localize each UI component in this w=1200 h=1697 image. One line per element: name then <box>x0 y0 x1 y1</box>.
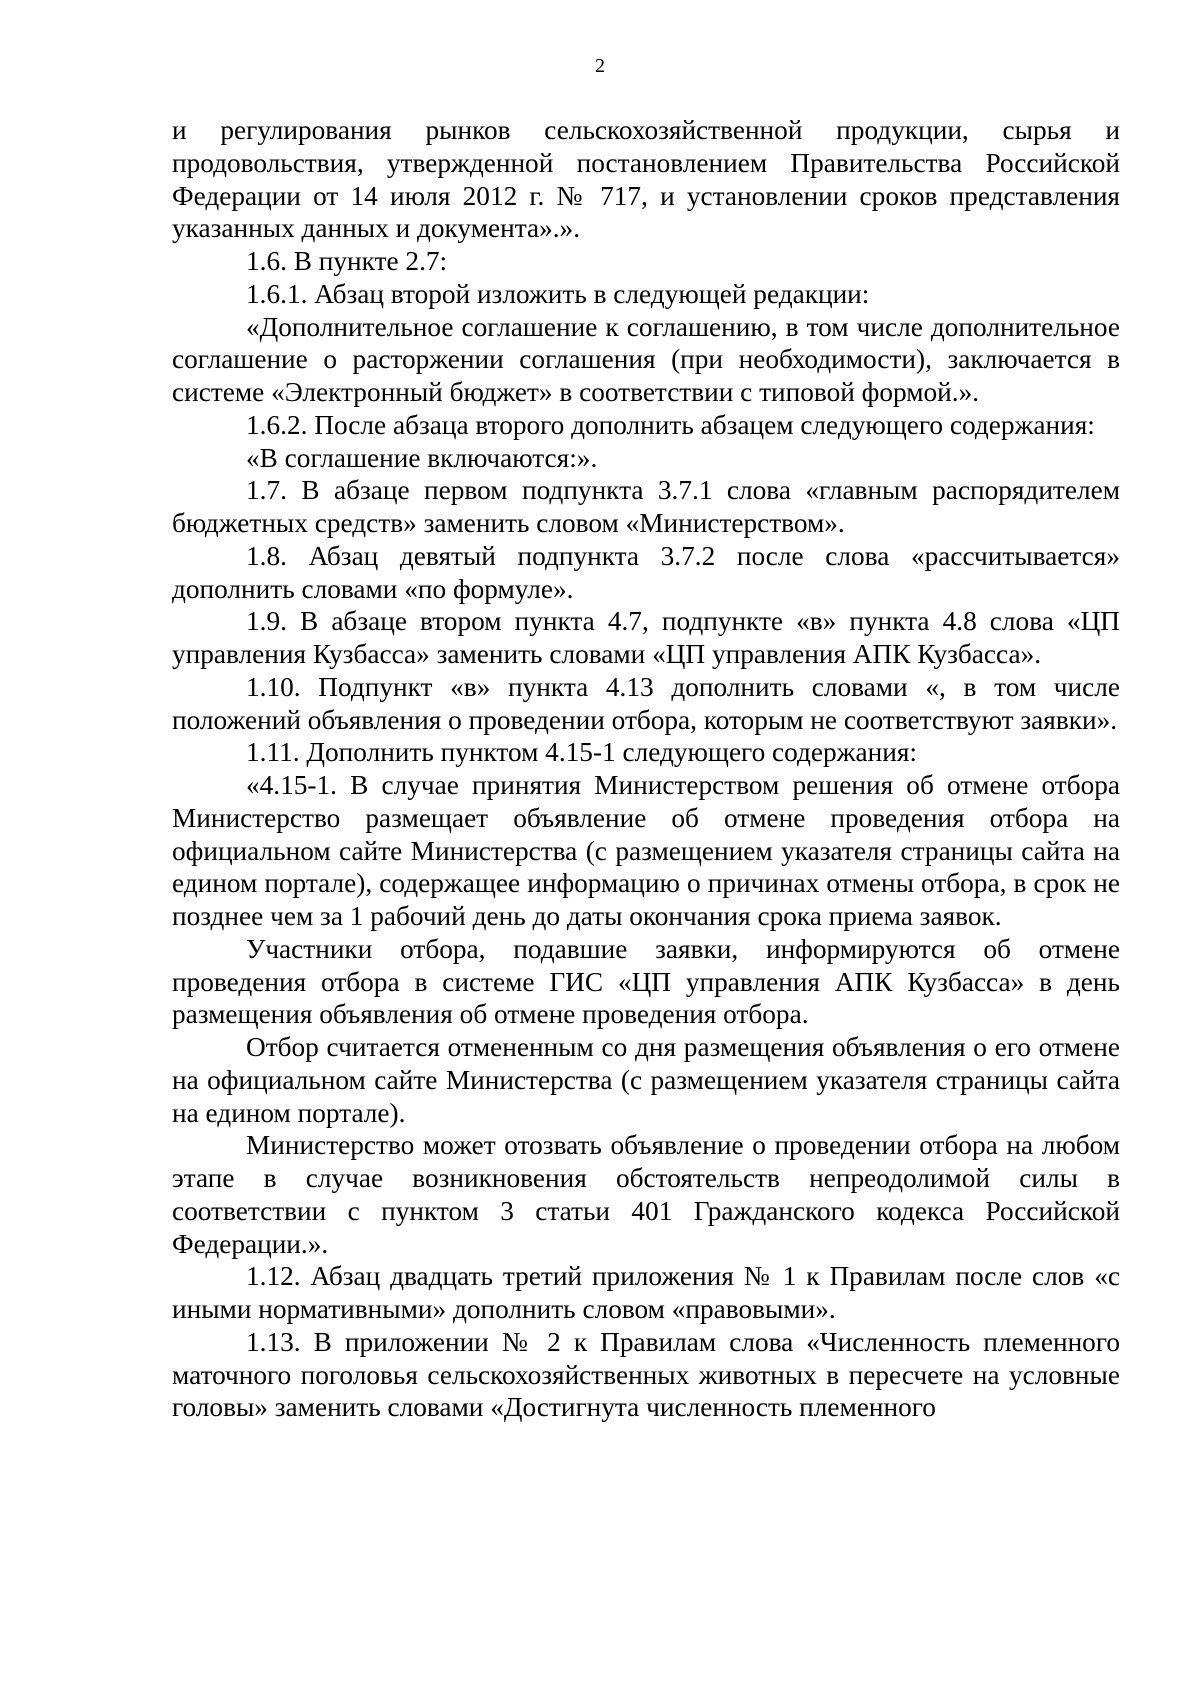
document-body <box>172 114 1120 1424</box>
paragraph: 1.9. В абзаце втором пункта 4.7, подпункте «в» пункта 4.8 слова «ЦП управления Кузбасса» заменить словами «ЦП управления АПК Кузбасса». <box>172 606 1120 669</box>
paragraph: 1.13. В приложении № 2 к Правилам слова «Численность племенного маточного поголовья сельскохозяйственных животных в пересчете на условные головы» заменить словами «Достигнута численность племенного <box>172 1326 1120 1423</box>
paragraph: и регулирования рынков сельскохозяйственной продукции, сырья и продовольствия, утвержденной постановлением Правительства Российской Федерации от 14 июля 2012 г. № 717, и установлении сроков представления указанных данных и документа».». <box>172 115 1120 244</box>
paragraph: Отбор считается отмененным со дня размещения объявления о его отмене на официальном сайте Министерства (с размещением указателя страницы сайта на едином портале). <box>172 1032 1120 1128</box>
paragraph: Министерство может отозвать объявление о проведении отбора на любом этапе в случае возникновения обстоятельств непреодолимой силы в соответствии с пунктом 3 статьи 401 Гражданского кодекса Российской Федерации.». <box>172 1130 1120 1259</box>
paragraph: 1.8. Абзац девятый подпункта 3.7.2 после слова «рассчитывается» дополнить словами «по формуле». <box>172 540 1120 604</box>
paragraph: «Дополнительное соглашение к соглашению, в том числе дополнительное соглашение о расторжении соглашения (при необходимости), заключается в системе «Электронный бюджет» в соответствии с типовой формой.». <box>172 311 1120 407</box>
paragraph: 1.7. В абзаце первом подпункта 3.7.1 слова «главным распорядителем бюджетных средств» заменить словом «Министерством». <box>172 475 1120 538</box>
paragraph: Участники отбора, подавшие заявки, информируются об отмене проведения отбора в системе ГИС «ЦП управления АПК Кузбасса» в день размещения объявления об отмене проведения отбора. <box>172 933 1120 1030</box>
paragraph: 1.10. Подпункт «в» пункта 4.13 дополнить словами «, в том числе положений объявления о проведении отбора, которым не соответствуют заявки». <box>172 671 1120 735</box>
paragraph: «4.15-1. В случае принятия Министерством решения об отмене отбора Министерство размещает объявление об отмене проведения отбора на официальном сайте Министерства (с размещением указателя страницы сайта на едином портале), содержащее информацию о причинах отмены отбора, в срок не позднее чем за 1 рабочий день до даты окончания срока приема заявок. <box>172 770 1120 931</box>
paragraph: «В соглашение включаются:». <box>246 442 598 473</box>
paragraph: 1.6. В пункте 2.7: <box>246 246 448 276</box>
paragraph: 1.12. Абзац двадцать третий приложения № 1 к Правилам после слов «с иными нормативными» дополнить словом «правовыми». <box>172 1261 1120 1324</box>
page-number: 2 <box>595 55 605 77</box>
paragraph: 1.6.2. После абзаца второго дополнить абзацем следующего содержания: <box>246 409 1095 440</box>
paragraph: 1.11. Дополнить пунктом 4.15-1 следующего содержания: <box>246 737 918 768</box>
paragraph: 1.6.1. Абзац второй изложить в следующей редакции: <box>246 278 870 309</box>
